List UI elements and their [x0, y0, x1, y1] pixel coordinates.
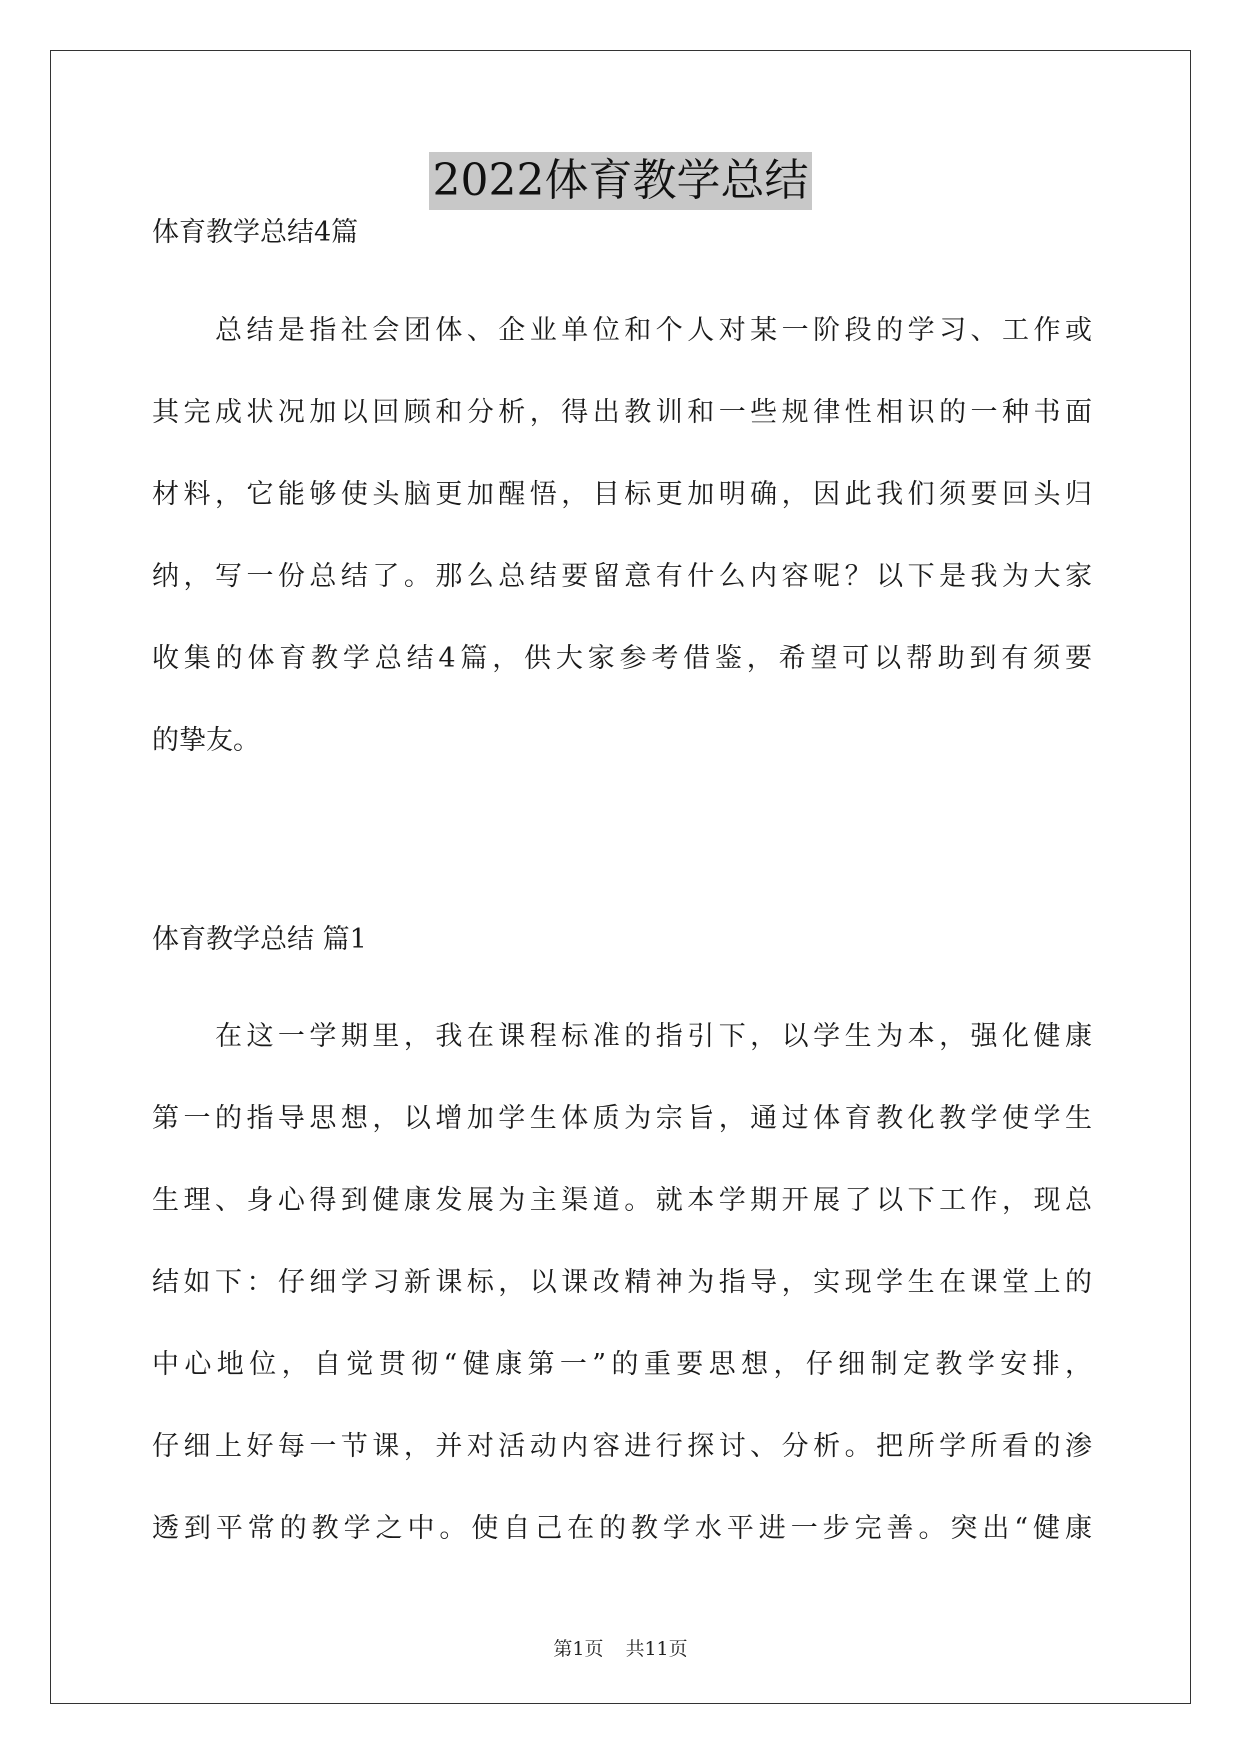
paragraph-line: 结如下：仔细学习新课标，以课改精神为指导，实现学生在课堂上的	[152, 1267, 1092, 1298]
paragraph-line: 第一的指导思想，以增加学生体质为宗旨，通过体育教化教学使学生	[152, 1103, 1092, 1134]
paragraph-line: 材料，它能够使头脑更加醒悟，目标更加明确，因此我们须要回头归	[152, 479, 1092, 510]
intro-paragraph	[152, 290, 1092, 782]
section1-heading: 体育教学总结 篇1	[152, 924, 367, 955]
document-title: 2022体育教学总结	[429, 152, 813, 210]
title-container	[0, 152, 1241, 210]
paragraph-line: 透到平常的教学之中。使自己在的教学水平进一步完善。突出“健康	[152, 1513, 1092, 1544]
paragraph-line: 中心地位，自觉贯彻“健康第一”的重要思想，仔细制定教学安排，	[152, 1349, 1092, 1380]
paragraph-line: 的挚友。	[152, 725, 260, 756]
paragraph-line: 在这一学期里，我在课程标准的指引下，以学生为本，强化健康	[152, 1021, 1092, 1052]
paragraph-line: 仔细上好每一节课，并对活动内容进行探讨、分析。把所学所看的渗	[152, 1431, 1092, 1462]
section1-paragraph	[152, 996, 1092, 1570]
paragraph-line: 生理、身心得到健康发展为主渠道。就本学期开展了以下工作，现总	[152, 1185, 1092, 1216]
paragraph-line: 其完成状况加以回顾和分析，得出教训和一些规律性相识的一种书面	[152, 397, 1092, 428]
paragraph-line: 收集的体育教学总结4篇，供大家参考借鉴，希望可以帮助到有须要	[152, 643, 1092, 674]
paragraph-line: 总结是指社会团体、企业单位和个人对某一阶段的学习、工作或	[152, 315, 1092, 346]
page-number: 第1页	[553, 1638, 604, 1660]
page-total: 共11页	[625, 1638, 688, 1660]
paragraph-line: 纳，写一份总结了。那么总结要留意有什么内容呢？以下是我为大家	[152, 561, 1092, 592]
intro-heading: 体育教学总结4篇	[152, 217, 359, 248]
page-footer	[0, 1636, 1241, 1662]
